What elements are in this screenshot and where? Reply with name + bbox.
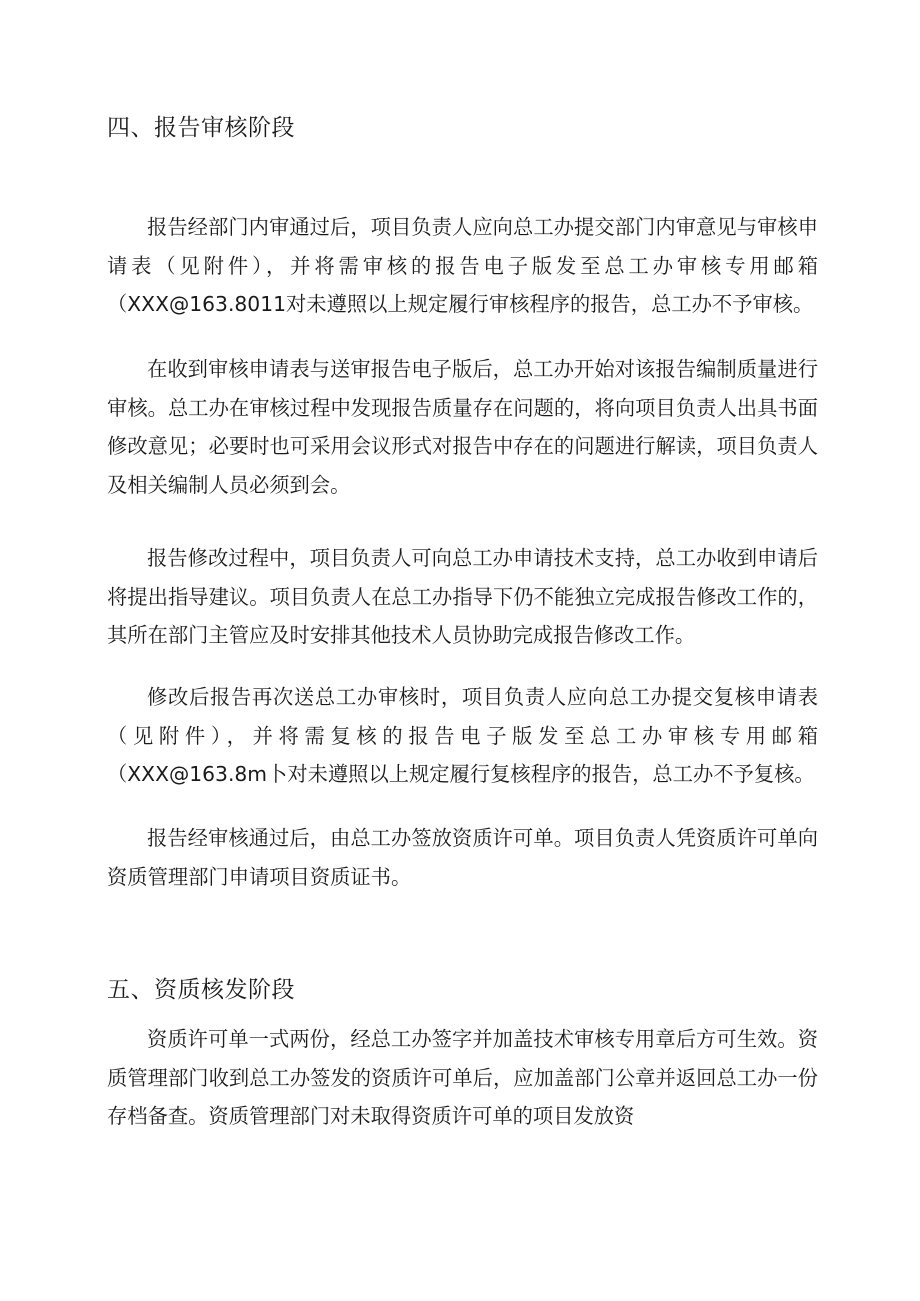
paragraph-review-passed: 报告经审核通过后，由总工办签放资质许可单。项目负责人凭资质许可单向资质管理部门申请项目资质证书。 — [107, 826, 818, 889]
paragraph-submit-review: 报告经部门内审通过后，项目负责人应向总工办提交部门内审意见与审核申请表（见附件），并将需审核的报告电子版发至总工办审核专用邮箱（XXX@163.8011对未遵照以上规定履行审核程序的报告，总工办不予审核。 — [107, 215, 818, 316]
section-heading-qualification-issuance: 五、资质核发阶段 — [107, 977, 295, 1003]
paragraph-re-review: 修改后报告再次送总工办审核时，项目负责人应向总工办提交复核申请表（见附件），并将需复核的报告电子版发至总工办审核专用邮箱（XXX@163.8m卜对未遵照以上规定履行复核程序的报告，总工办不予复核。 — [107, 685, 818, 786]
paragraph-review-process: 在收到审核申请表与送审报告电子版后，总工办开始对该报告编制质量进行审核。总工办在审核过程中发现报告质量存在问题的，将向项目负责人出具书面修改意见；必要时也可采用会议形式对报告中存在的问题进行解读，项目负责人及相关编制人员必须到会。 — [107, 357, 818, 497]
paragraph-technical-support: 报告修改过程中，项目负责人可向总工办申请技术支持，总工办收到申请后将提出指导建议。项目负责人在总工办指导下仍不能独立完成报告修改工作的，其所在部门主管应及时安排其他技术人员协助完成报告修改工作。 — [107, 546, 818, 647]
section-heading-report-review: 四、报告审核阶段 — [107, 115, 295, 141]
paragraph-qualification-permit: 资质许可单一式两份，经总工办签字并加盖技术审核专用章后方可生效。资质管理部门收到总工办签发的资质许可单后，应加盖部门公章并返回总工办一份存档备查。资质管理部门对未取得资质许可单的项目发放资 — [107, 1027, 818, 1128]
